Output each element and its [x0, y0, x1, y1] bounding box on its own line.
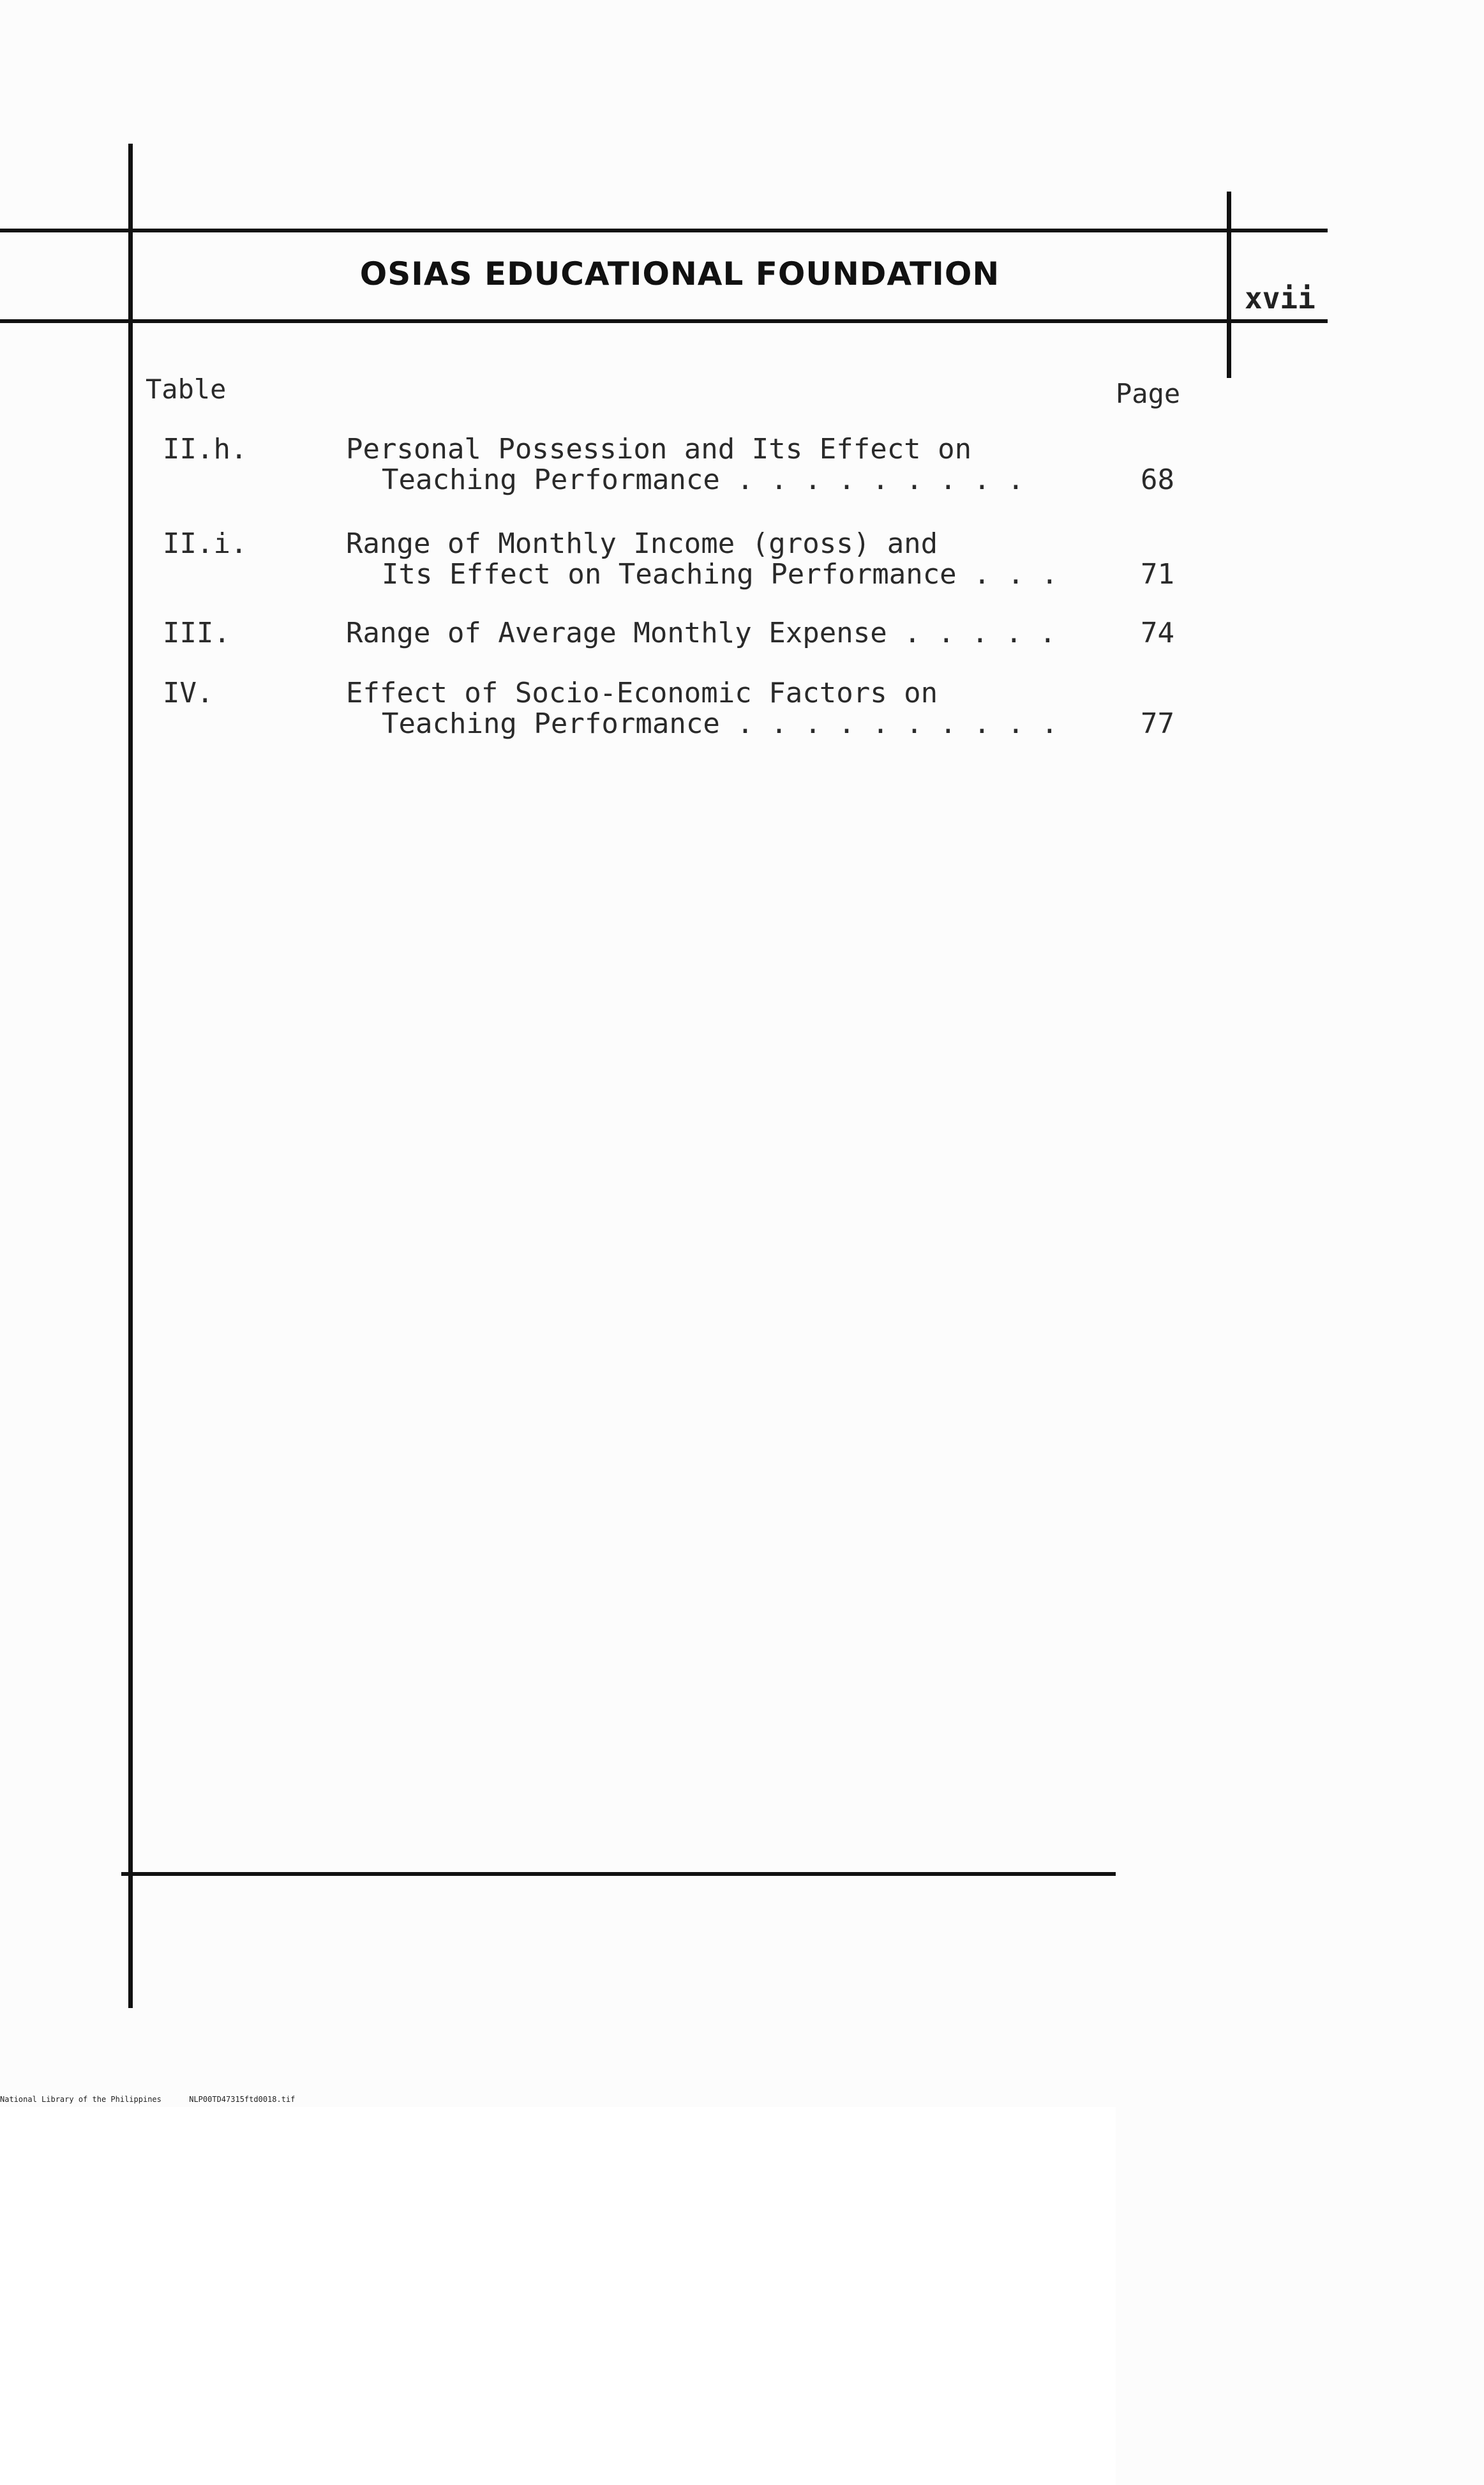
entry-title — [346, 529, 1176, 590]
page-number: xvii — [1245, 281, 1315, 315]
entry-page: 68 — [1141, 464, 1174, 496]
entry-title-line2: Its Effect on Teaching Performance . . . — [382, 558, 1058, 591]
entry-title-line1: Range of Monthly Income (gross) and — [346, 527, 938, 560]
entry-number: II.h. — [163, 433, 248, 465]
entry-title-line2: Teaching Performance . . . . . . . . . — [382, 464, 1024, 496]
entry-title — [346, 678, 1176, 739]
table-column-heading: Table — [146, 374, 227, 405]
letterhead-title: OSIAS EDUCATIONAL FOUNDATION — [359, 255, 1000, 292]
page-column-heading: Page — [1116, 378, 1484, 2485]
entry-title-line1: Range of Average Monthly Expense . . . . . — [346, 617, 1056, 649]
entry-title — [346, 434, 1176, 495]
entry-title-line1: Personal Possession and Its Effect on — [346, 433, 972, 465]
footer-file: NLP00TD47315ftd0018.tif — [189, 2095, 296, 2104]
entry-page: 71 — [1141, 558, 1174, 591]
entry-number: IV. — [163, 677, 214, 709]
entry-title-line2: Teaching Performance . . . . . . . . . . — [382, 707, 1058, 740]
entry-number: III. — [163, 617, 230, 649]
entry-title-line1: Effect of Socio-Economic Factors on — [346, 677, 938, 709]
entry-title — [346, 618, 1176, 649]
left-vertical-rule — [128, 144, 133, 2008]
footer-library: National Library of the Philippines — [0, 2095, 161, 2104]
header-top-rule — [0, 229, 1328, 232]
header-bottom-rule — [0, 319, 1328, 323]
entry-page: 74 — [1141, 617, 1174, 649]
scan-footer — [0, 2095, 295, 2104]
entry-page: 77 — [1141, 707, 1174, 740]
entry-number: II.i. — [163, 527, 248, 560]
